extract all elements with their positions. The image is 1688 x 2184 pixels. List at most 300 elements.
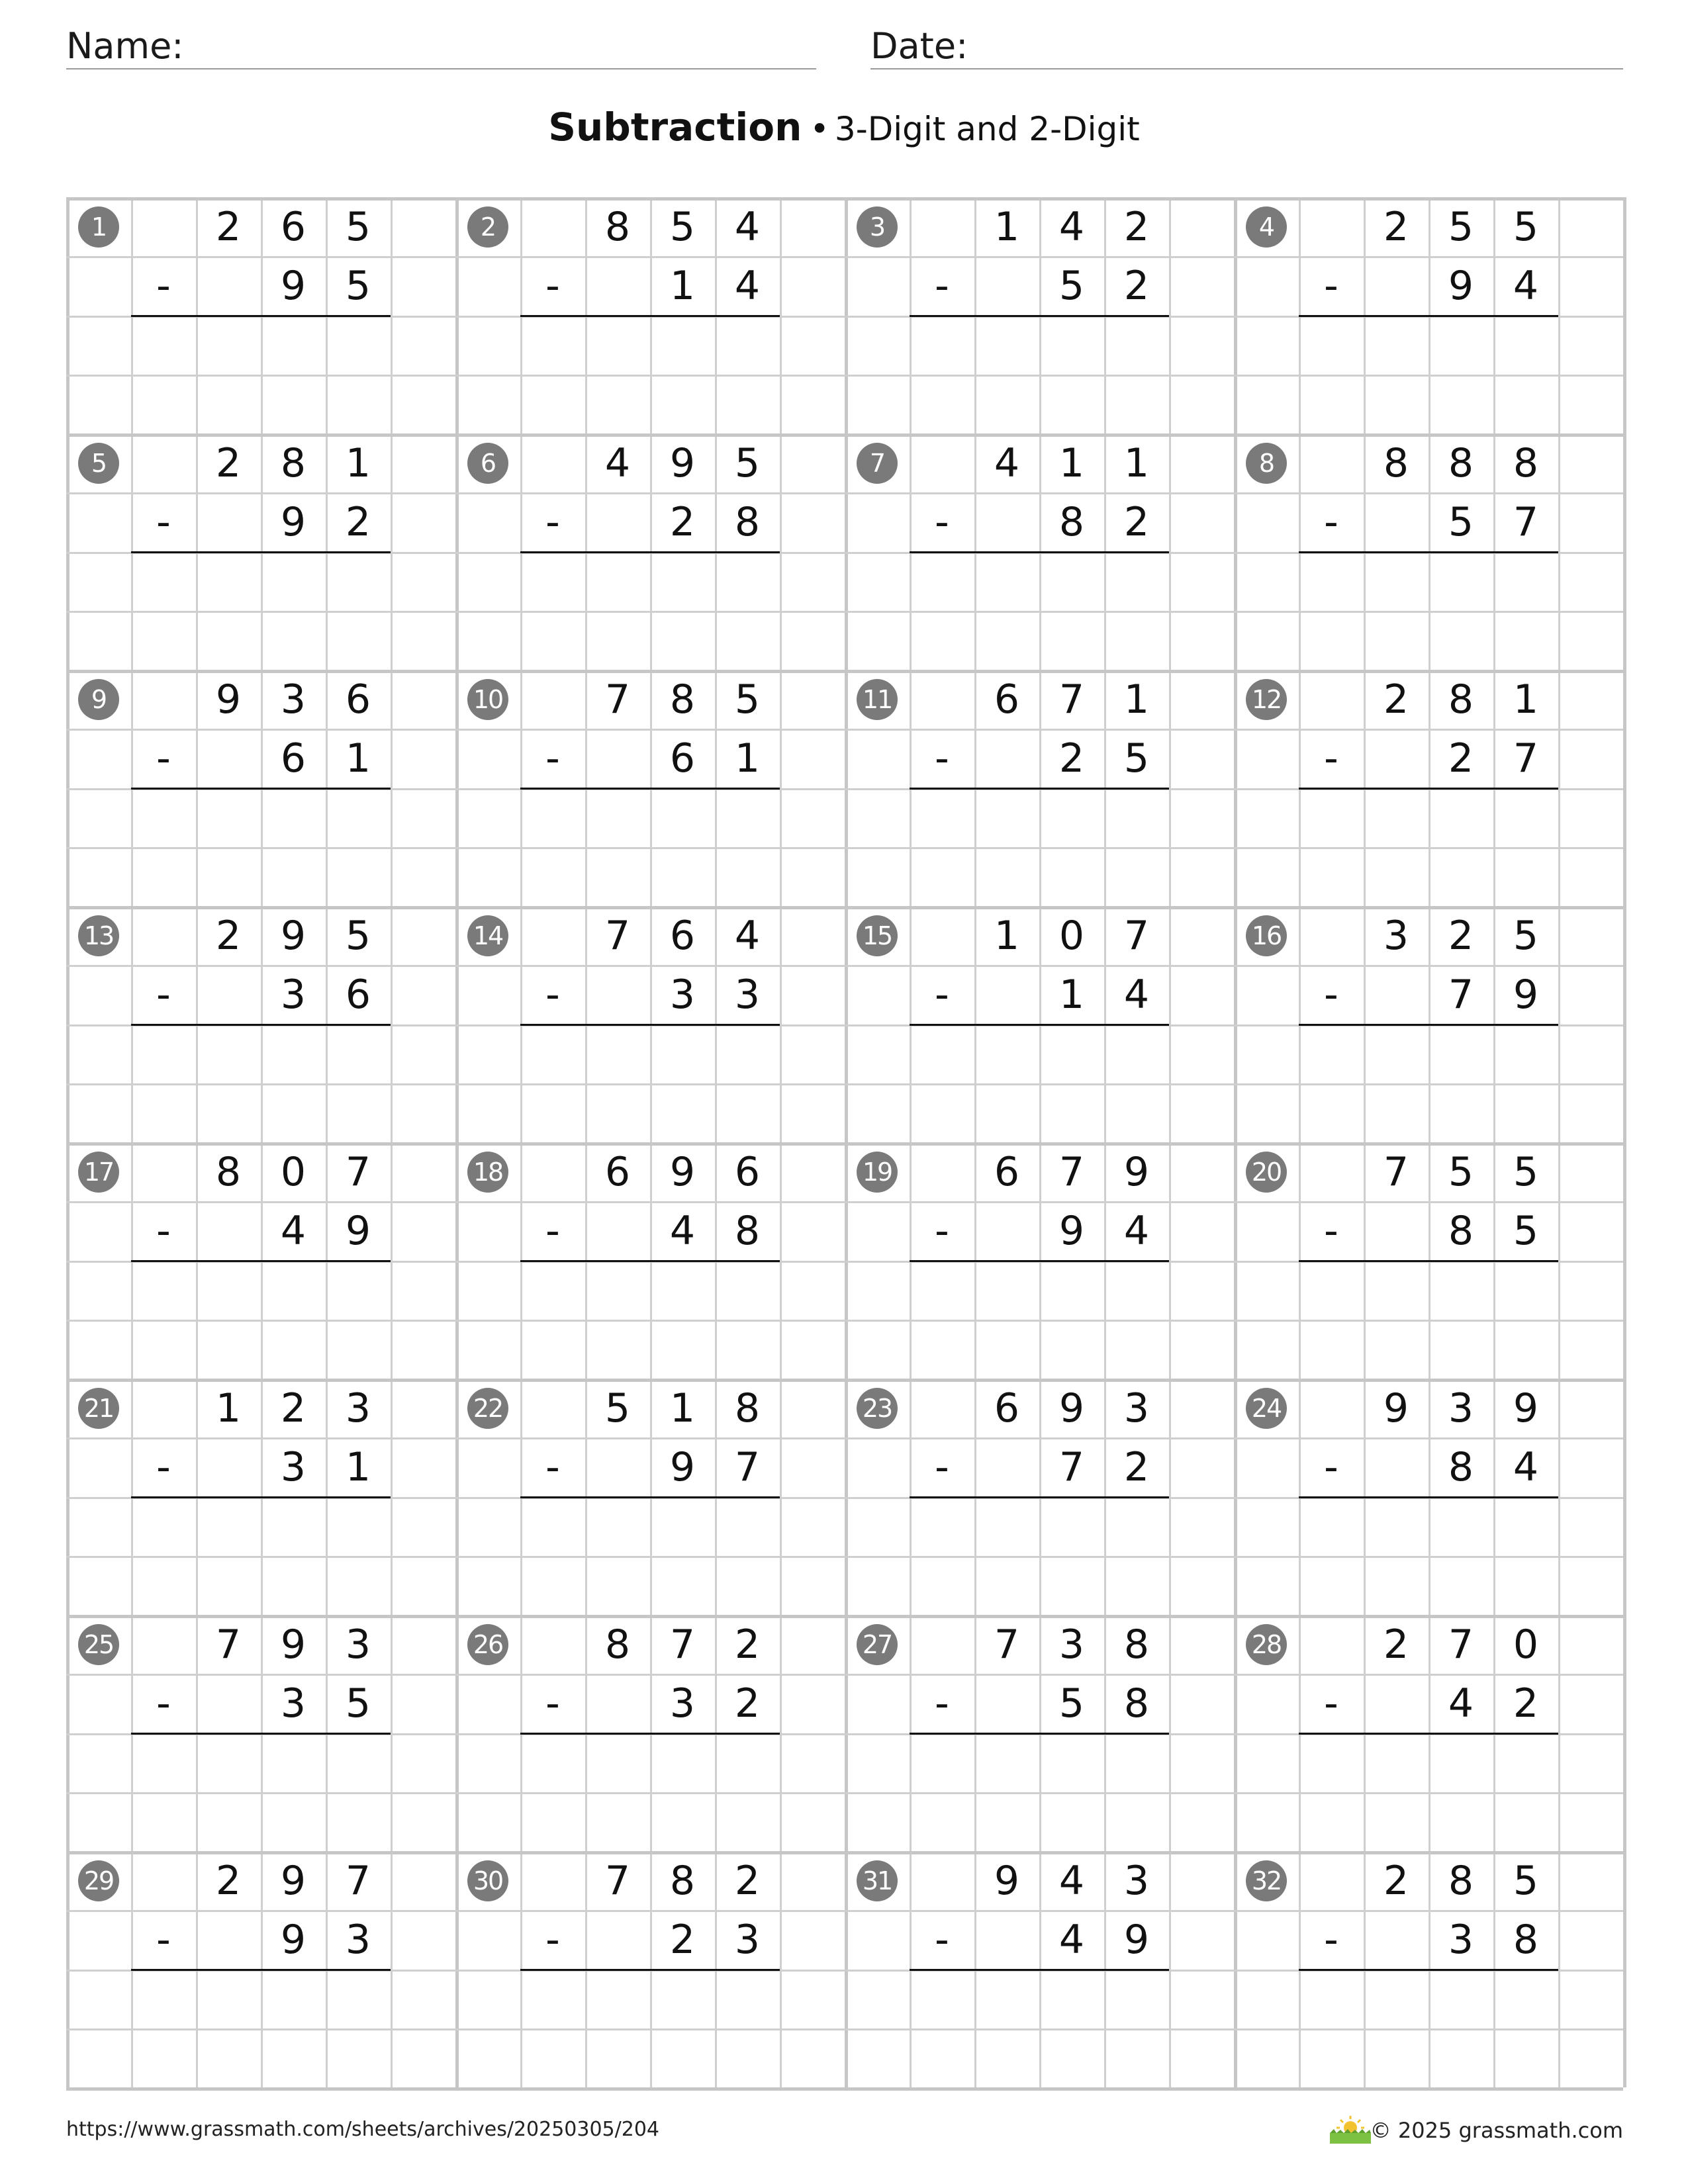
bottom-digit: 5 xyxy=(1058,1680,1085,1727)
problem-grid xyxy=(66,197,1623,2087)
answer-space[interactable] xyxy=(1299,1500,1558,1553)
grid-line-horizontal xyxy=(66,2087,1623,2091)
minus-sign: - xyxy=(156,1443,171,1490)
grid-line-horizontal xyxy=(66,1083,1623,1085)
answer-space[interactable] xyxy=(910,791,1169,844)
name-label: Name: xyxy=(66,25,184,67)
top-digit: 8 xyxy=(1123,1621,1150,1668)
top-digit: 4 xyxy=(734,203,761,250)
top-digit: 8 xyxy=(1448,1857,1474,1904)
problem-number-badge: 4 xyxy=(1246,206,1287,248)
top-digit: 0 xyxy=(1513,1621,1539,1668)
bottom-digit: 4 xyxy=(1513,262,1539,309)
top-digit: 8 xyxy=(1448,676,1474,723)
answer-rule xyxy=(910,1260,1169,1262)
bottom-digit: 2 xyxy=(1123,1443,1150,1490)
bottom-digit: 4 xyxy=(1123,971,1150,1018)
problem-number-badge: 2 xyxy=(467,206,508,248)
answer-space[interactable] xyxy=(1299,791,1558,844)
top-digit: 7 xyxy=(345,1857,371,1904)
grid-line-horizontal xyxy=(66,1556,1623,1558)
top-digit: 0 xyxy=(1058,912,1085,959)
top-digit: 8 xyxy=(604,1621,631,1668)
top-digit: 3 xyxy=(280,676,306,723)
grid-line-horizontal xyxy=(66,611,1623,613)
problem-number-badge: 3 xyxy=(857,206,898,248)
answer-space[interactable] xyxy=(1299,1263,1558,1317)
top-digit: 7 xyxy=(1448,1621,1474,1668)
bottom-digit: 9 xyxy=(280,498,306,545)
answer-space[interactable] xyxy=(1299,1027,1558,1081)
bottom-digit: 2 xyxy=(345,498,371,545)
answer-rule xyxy=(910,1024,1169,1026)
minus-sign: - xyxy=(935,1443,949,1490)
bottom-digit: 5 xyxy=(1513,1207,1539,1254)
top-digit: 8 xyxy=(604,203,631,250)
answer-rule xyxy=(131,1496,391,1498)
bottom-digit: 7 xyxy=(1513,498,1539,545)
problem-number-badge: 11 xyxy=(857,679,898,720)
top-digit: 8 xyxy=(1448,439,1474,486)
bottom-digit: 2 xyxy=(669,498,696,545)
top-digit: 7 xyxy=(1383,1148,1409,1195)
problem-number-badge: 14 xyxy=(467,915,508,956)
minus-sign: - xyxy=(545,498,560,545)
top-digit: 1 xyxy=(1123,676,1150,723)
top-digit: 2 xyxy=(734,1857,761,1904)
bottom-digit: 8 xyxy=(734,498,761,545)
top-digit: 5 xyxy=(1513,1148,1539,1195)
top-digit: 3 xyxy=(345,1621,371,1668)
answer-rule xyxy=(131,1733,391,1735)
bottom-digit: 2 xyxy=(1513,1680,1539,1727)
top-digit: 7 xyxy=(994,1621,1020,1668)
minus-sign: - xyxy=(935,262,949,309)
answer-space[interactable] xyxy=(520,1500,780,1553)
top-digit: 5 xyxy=(604,1385,631,1432)
problem-number-badge: 26 xyxy=(467,1624,508,1665)
top-digit: 7 xyxy=(604,1857,631,1904)
minus-sign: - xyxy=(156,262,171,309)
bottom-digit: 5 xyxy=(1448,498,1474,545)
title-subtitle: 3-Digit and 2-Digit xyxy=(834,110,1140,148)
bottom-digit: 5 xyxy=(345,1680,371,1727)
top-digit: 5 xyxy=(345,203,371,250)
top-digit: 9 xyxy=(280,1621,306,1668)
minus-sign: - xyxy=(1324,262,1338,309)
answer-space[interactable] xyxy=(131,1736,391,1790)
minus-sign: - xyxy=(935,498,949,545)
bottom-digit: 4 xyxy=(1058,1916,1085,1963)
top-digit: 2 xyxy=(215,439,242,486)
bottom-digit: 2 xyxy=(734,1680,761,1727)
minus-sign: - xyxy=(935,1207,949,1254)
answer-rule xyxy=(520,315,780,317)
top-digit: 5 xyxy=(1513,203,1539,250)
bottom-digit: 7 xyxy=(734,1443,761,1490)
grid-line-vertical xyxy=(1623,197,1626,2087)
minus-sign: - xyxy=(1324,971,1338,1018)
top-digit: 7 xyxy=(604,912,631,959)
bottom-digit: 8 xyxy=(1058,498,1085,545)
bottom-digit: 7 xyxy=(1058,1443,1085,1490)
bottom-digit: 3 xyxy=(1448,1916,1474,1963)
top-digit: 5 xyxy=(734,676,761,723)
top-digit: 3 xyxy=(1123,1385,1150,1432)
bottom-digit: 2 xyxy=(1123,498,1150,545)
top-digit: 8 xyxy=(215,1148,242,1195)
answer-rule xyxy=(910,315,1169,317)
top-digit: 2 xyxy=(1383,203,1409,250)
problem-number-badge: 24 xyxy=(1246,1388,1287,1429)
minus-sign: - xyxy=(156,1680,171,1727)
title-separator: • xyxy=(810,110,829,148)
answer-space[interactable] xyxy=(520,1263,780,1317)
bottom-digit: 5 xyxy=(345,262,371,309)
answer-rule xyxy=(131,1260,391,1262)
top-digit: 2 xyxy=(1448,912,1474,959)
answer-rule xyxy=(1299,551,1558,553)
bottom-digit: 6 xyxy=(669,735,696,782)
top-digit: 5 xyxy=(1513,1857,1539,1904)
top-digit: 8 xyxy=(734,1385,761,1432)
answer-space[interactable] xyxy=(131,791,391,844)
bottom-digit: 9 xyxy=(280,262,306,309)
minus-sign: - xyxy=(935,1680,949,1727)
top-digit: 7 xyxy=(1058,676,1085,723)
bottom-digit: 9 xyxy=(1123,1916,1150,1963)
answer-space[interactable] xyxy=(131,555,391,608)
minus-sign: - xyxy=(1324,498,1338,545)
bottom-digit: 8 xyxy=(1513,1916,1539,1963)
answer-space[interactable] xyxy=(131,318,391,372)
bottom-digit: 2 xyxy=(1448,735,1474,782)
answer-rule xyxy=(1299,788,1558,790)
bottom-digit: 4 xyxy=(734,262,761,309)
answer-rule xyxy=(520,1024,780,1026)
minus-sign: - xyxy=(935,735,949,782)
bottom-digit: 3 xyxy=(669,971,696,1018)
problem-number-badge: 23 xyxy=(857,1388,898,1429)
problem-number-badge: 27 xyxy=(857,1624,898,1665)
grass-sun-logo-icon xyxy=(1327,2113,1374,2145)
minus-sign: - xyxy=(1324,1443,1338,1490)
top-digit: 4 xyxy=(994,439,1020,486)
minus-sign: - xyxy=(1324,1916,1338,1963)
bottom-digit: 3 xyxy=(280,1680,306,1727)
bottom-digit: 8 xyxy=(1123,1680,1150,1727)
top-digit: 5 xyxy=(1513,912,1539,959)
problem-number-badge: 18 xyxy=(467,1152,508,1193)
top-digit: 9 xyxy=(1513,1385,1539,1432)
problem-number-badge: 6 xyxy=(467,443,508,484)
top-digit: 9 xyxy=(1058,1385,1085,1432)
top-digit: 9 xyxy=(1383,1385,1409,1432)
bottom-digit: 1 xyxy=(1058,971,1085,1018)
bottom-digit: 7 xyxy=(1513,735,1539,782)
bottom-digit: 2 xyxy=(1123,262,1150,309)
top-digit: 6 xyxy=(994,1385,1020,1432)
minus-sign: - xyxy=(545,1443,560,1490)
top-digit: 3 xyxy=(1123,1857,1150,1904)
top-digit: 7 xyxy=(1058,1148,1085,1195)
minus-sign: - xyxy=(935,1916,949,1963)
answer-space[interactable] xyxy=(1299,1972,1558,2026)
bottom-digit: 3 xyxy=(280,1443,306,1490)
minus-sign: - xyxy=(935,971,949,1018)
top-digit: 8 xyxy=(1383,439,1409,486)
problem-number-badge: 16 xyxy=(1246,915,1287,956)
bottom-digit: 4 xyxy=(1123,1207,1150,1254)
answer-rule xyxy=(520,551,780,553)
answer-rule xyxy=(131,315,391,317)
top-digit: 2 xyxy=(215,203,242,250)
bottom-digit: 7 xyxy=(1448,971,1474,1018)
minus-sign: - xyxy=(545,262,560,309)
footer-copyright: © 2025 grassmath.com xyxy=(1370,2118,1623,2143)
answer-space[interactable] xyxy=(520,1027,780,1081)
top-digit: 3 xyxy=(345,1385,371,1432)
problem-number-badge: 30 xyxy=(467,1860,508,1901)
top-digit: 4 xyxy=(604,439,631,486)
answer-space[interactable] xyxy=(1299,555,1558,608)
minus-sign: - xyxy=(1324,1680,1338,1727)
answer-rule xyxy=(131,1969,391,1971)
top-digit: 2 xyxy=(1123,203,1150,250)
answer-rule xyxy=(910,1496,1169,1498)
bottom-digit: 1 xyxy=(345,1443,371,1490)
top-digit: 4 xyxy=(1058,203,1085,250)
answer-rule xyxy=(520,1260,780,1262)
problem-number-badge: 15 xyxy=(857,915,898,956)
problem-number-badge: 12 xyxy=(1246,679,1287,720)
answer-rule xyxy=(1299,1024,1558,1026)
top-digit: 5 xyxy=(345,912,371,959)
top-digit: 8 xyxy=(669,676,696,723)
bottom-digit: 5 xyxy=(1058,262,1085,309)
date-line[interactable] xyxy=(870,68,1623,69)
problem-number-badge: 20 xyxy=(1246,1152,1287,1193)
top-digit: 2 xyxy=(280,1385,306,1432)
answer-space[interactable] xyxy=(910,1500,1169,1553)
top-digit: 3 xyxy=(1448,1385,1474,1432)
answer-rule xyxy=(910,1969,1169,1971)
top-digit: 6 xyxy=(734,1148,761,1195)
top-digit: 2 xyxy=(1383,1857,1409,1904)
grid-line-horizontal xyxy=(66,375,1623,377)
grid-line-horizontal xyxy=(66,2028,1623,2030)
problem-number-badge: 13 xyxy=(78,915,119,956)
top-digit: 7 xyxy=(669,1621,696,1668)
grid-line-horizontal xyxy=(66,1320,1623,1322)
top-digit: 9 xyxy=(669,439,696,486)
bottom-digit: 2 xyxy=(1058,735,1085,782)
top-digit: 5 xyxy=(1448,203,1474,250)
answer-rule xyxy=(131,788,391,790)
problem-number-badge: 1 xyxy=(78,206,119,248)
answer-rule xyxy=(520,1969,780,1971)
minus-sign: - xyxy=(156,971,171,1018)
minus-sign: - xyxy=(1324,1207,1338,1254)
answer-space[interactable] xyxy=(520,1736,780,1790)
problem-number-badge: 5 xyxy=(78,443,119,484)
bottom-digit: 4 xyxy=(669,1207,696,1254)
title-main: Subtraction xyxy=(548,105,802,150)
bottom-digit: 9 xyxy=(345,1207,371,1254)
bottom-digit: 4 xyxy=(1448,1680,1474,1727)
top-digit: 6 xyxy=(669,912,696,959)
bottom-digit: 3 xyxy=(280,971,306,1018)
top-digit: 1 xyxy=(994,912,1020,959)
top-digit: 2 xyxy=(1383,1621,1409,1668)
top-digit: 3 xyxy=(1058,1621,1085,1668)
answer-space[interactable] xyxy=(520,555,780,608)
problem-number-badge: 22 xyxy=(467,1388,508,1429)
bottom-digit: 9 xyxy=(280,1916,306,1963)
date-label: Date: xyxy=(870,25,968,67)
answer-space[interactable] xyxy=(910,1736,1169,1790)
top-digit: 1 xyxy=(1513,676,1539,723)
answer-space[interactable] xyxy=(520,1972,780,2026)
answer-rule xyxy=(1299,315,1558,317)
answer-space[interactable] xyxy=(1299,1736,1558,1790)
problem-number-badge: 21 xyxy=(78,1388,119,1429)
top-digit: 1 xyxy=(1058,439,1085,486)
top-digit: 6 xyxy=(345,676,371,723)
bottom-digit: 9 xyxy=(1513,971,1539,1018)
problem-number-badge: 32 xyxy=(1246,1860,1287,1901)
answer-space[interactable] xyxy=(131,1972,391,2026)
bottom-digit: 3 xyxy=(734,971,761,1018)
bottom-digit: 6 xyxy=(280,735,306,782)
top-digit: 8 xyxy=(669,1857,696,1904)
bottom-digit: 1 xyxy=(345,735,371,782)
bottom-digit: 8 xyxy=(1448,1443,1474,1490)
top-digit: 9 xyxy=(280,1857,306,1904)
answer-space[interactable] xyxy=(910,318,1169,372)
answer-space[interactable] xyxy=(910,1263,1169,1317)
page-title xyxy=(0,105,1688,150)
problem-number-badge: 25 xyxy=(78,1624,119,1665)
answer-rule xyxy=(1299,1496,1558,1498)
top-digit: 9 xyxy=(669,1148,696,1195)
bottom-digit: 8 xyxy=(734,1207,761,1254)
top-digit: 5 xyxy=(669,203,696,250)
answer-rule xyxy=(520,1733,780,1735)
bottom-digit: 1 xyxy=(669,262,696,309)
name-line[interactable] xyxy=(66,68,816,69)
top-digit: 1 xyxy=(669,1385,696,1432)
problem-number-badge: 29 xyxy=(78,1860,119,1901)
minus-sign: - xyxy=(545,735,560,782)
top-digit: 6 xyxy=(604,1148,631,1195)
answer-space[interactable] xyxy=(1299,318,1558,372)
answer-rule xyxy=(520,1496,780,1498)
answer-rule xyxy=(520,788,780,790)
top-digit: 5 xyxy=(734,439,761,486)
top-digit: 6 xyxy=(994,1148,1020,1195)
top-digit: 8 xyxy=(1513,439,1539,486)
problem-number-badge: 28 xyxy=(1246,1624,1287,1665)
answer-rule xyxy=(1299,1733,1558,1735)
answer-rule xyxy=(131,1024,391,1026)
minus-sign: - xyxy=(545,1916,560,1963)
answer-rule xyxy=(910,788,1169,790)
bottom-digit: 3 xyxy=(734,1916,761,1963)
grid-line-horizontal xyxy=(66,1792,1623,1794)
answer-rule xyxy=(1299,1260,1558,1262)
answer-rule xyxy=(131,551,391,553)
problem-number-badge: 31 xyxy=(857,1860,898,1901)
problem-number-badge: 7 xyxy=(857,443,898,484)
top-digit: 6 xyxy=(280,203,306,250)
top-digit: 7 xyxy=(345,1148,371,1195)
answer-rule xyxy=(910,551,1169,553)
bottom-digit: 6 xyxy=(345,971,371,1018)
minus-sign: - xyxy=(156,1916,171,1963)
minus-sign: - xyxy=(156,498,171,545)
footer-url: https://www.grassmath.com/sheets/archives/20250305/204 xyxy=(66,2118,660,2141)
answer-space[interactable] xyxy=(520,318,780,372)
top-digit: 1 xyxy=(994,203,1020,250)
top-digit: 2 xyxy=(734,1621,761,1668)
top-digit: 1 xyxy=(215,1385,242,1432)
answer-space[interactable] xyxy=(910,555,1169,608)
top-digit: 9 xyxy=(280,912,306,959)
top-digit: 6 xyxy=(994,676,1020,723)
top-digit: 7 xyxy=(215,1621,242,1668)
bottom-digit: 9 xyxy=(669,1443,696,1490)
minus-sign: - xyxy=(156,1207,171,1254)
answer-space[interactable] xyxy=(131,1263,391,1317)
bottom-digit: 5 xyxy=(1123,735,1150,782)
bottom-digit: 9 xyxy=(1058,1207,1085,1254)
top-digit: 1 xyxy=(1123,439,1150,486)
answer-space[interactable] xyxy=(910,1027,1169,1081)
top-digit: 7 xyxy=(1123,912,1150,959)
answer-space[interactable] xyxy=(131,1027,391,1081)
top-digit: 0 xyxy=(280,1148,306,1195)
problem-number-badge: 9 xyxy=(78,679,119,720)
minus-sign: - xyxy=(545,1680,560,1727)
minus-sign: - xyxy=(545,971,560,1018)
bottom-digit: 8 xyxy=(1448,1207,1474,1254)
bottom-digit: 4 xyxy=(1513,1443,1539,1490)
bottom-digit: 3 xyxy=(345,1916,371,1963)
top-digit: 2 xyxy=(215,912,242,959)
bottom-digit: 1 xyxy=(734,735,761,782)
grid-line-horizontal xyxy=(66,847,1623,849)
problem-number-badge: 10 xyxy=(467,679,508,720)
problem-number-badge: 19 xyxy=(857,1152,898,1193)
top-digit: 1 xyxy=(345,439,371,486)
bottom-digit: 2 xyxy=(669,1916,696,1963)
top-digit: 9 xyxy=(1123,1148,1150,1195)
top-digit: 5 xyxy=(1448,1148,1474,1195)
top-digit: 9 xyxy=(994,1857,1020,1904)
minus-sign: - xyxy=(545,1207,560,1254)
problem-number-badge: 8 xyxy=(1246,443,1287,484)
answer-space[interactable] xyxy=(910,1972,1169,2026)
top-digit: 4 xyxy=(1058,1857,1085,1904)
top-digit: 4 xyxy=(734,912,761,959)
minus-sign: - xyxy=(1324,735,1338,782)
top-digit: 2 xyxy=(215,1857,242,1904)
answer-space[interactable] xyxy=(131,1500,391,1553)
answer-space[interactable] xyxy=(520,791,780,844)
problem-number-badge: 17 xyxy=(78,1152,119,1193)
top-digit: 9 xyxy=(215,676,242,723)
